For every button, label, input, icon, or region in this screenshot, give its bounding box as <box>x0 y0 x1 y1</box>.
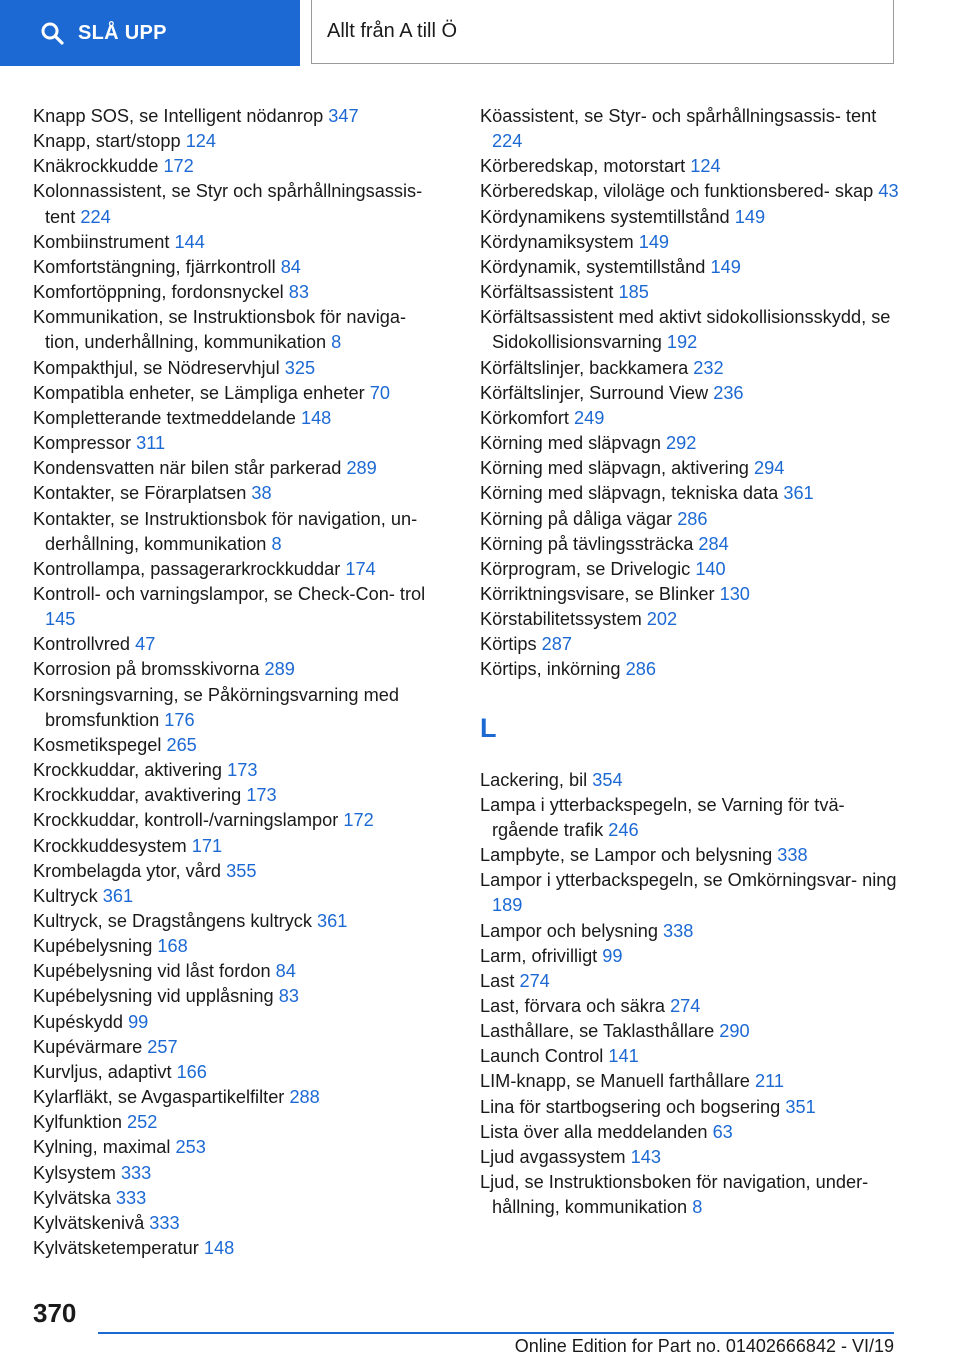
index-entry <box>33 1135 443 1160</box>
index-entry-text: Krockkuddar, aktivering <box>33 760 223 781</box>
index-entry <box>480 1095 900 1120</box>
index-entry <box>33 632 443 657</box>
index-entry <box>480 381 900 406</box>
page-reference-link[interactable]: 265 <box>166 734 197 755</box>
index-entry <box>33 984 443 1009</box>
index-entry-text: Krombelagda ytor, vård <box>33 860 222 881</box>
page-reference-link[interactable]: 145 <box>45 609 76 630</box>
index-entry <box>480 481 900 506</box>
index-entry <box>33 456 443 481</box>
index-entry-text: Launch Control <box>480 1046 604 1067</box>
index-entry <box>480 607 900 632</box>
page-reference-link[interactable]: 311 <box>136 433 166 454</box>
section-title-tab[interactable] <box>311 0 894 64</box>
index-entry-text: Kördynamiksystem <box>480 231 634 252</box>
index-entry-text: Larm, ofrivilligt <box>480 945 598 966</box>
page-reference-link[interactable]: 202 <box>646 609 678 630</box>
index-entry <box>33 481 443 506</box>
index-entry <box>480 919 900 944</box>
index-entry-text: Kommunikation, se Instruktionsbok för naviga‐ tion, underhållning, kommunikation <box>33 307 407 353</box>
index-entry-text: Lina för startbogsering och bogsering <box>480 1096 781 1117</box>
page-reference-link[interactable]: 325 <box>284 357 316 378</box>
page-reference-link[interactable]: 149 <box>734 206 766 227</box>
index-entry <box>33 657 443 682</box>
page-reference-link[interactable]: 354 <box>592 769 623 790</box>
index-entry <box>480 532 900 557</box>
page-reference-link[interactable]: 166 <box>176 1061 207 1082</box>
index-entry-text: Kördynamikens systemtillstånd <box>480 206 730 227</box>
page-reference-link[interactable]: 192 <box>666 332 698 353</box>
page-reference-link[interactable]: 148 <box>300 407 332 428</box>
index-entry-text: Kylvätsketemperatur <box>33 1238 199 1259</box>
page-reference-link[interactable]: 70 <box>369 382 390 403</box>
page-reference-link[interactable]: 274 <box>519 970 550 991</box>
index-entry <box>33 255 443 280</box>
index-entry-text: Krockkuddesystem <box>33 835 187 856</box>
page-reference-link[interactable]: 338 <box>663 920 694 941</box>
index-entry <box>33 1211 443 1236</box>
page-reference-link[interactable]: 189 <box>492 895 523 916</box>
index-entry <box>480 356 900 381</box>
index-entry-text: Kördynamik, systemtillstånd <box>480 256 706 277</box>
index-entry <box>33 934 443 959</box>
page-reference-link[interactable]: 130 <box>719 583 750 604</box>
index-entry-text: Kontrollampa, passagerarkrockkuddar <box>33 558 341 579</box>
page-reference-link[interactable]: 361 <box>102 885 134 906</box>
index-entry <box>33 154 443 179</box>
index-entry <box>480 994 900 1019</box>
index-entry <box>480 305 900 355</box>
page-reference-link[interactable]: 172 <box>163 156 194 177</box>
index-entry-text: Lampa i ytterbackspegeln, se Varning för tvä‐ rgående trafik <box>480 794 845 840</box>
index-entry <box>480 280 900 305</box>
index-entry <box>33 129 443 154</box>
page-reference-link[interactable]: 168 <box>157 936 188 957</box>
page-reference-link[interactable]: 172 <box>343 810 374 831</box>
index-entry-text: Krockkuddar, avaktivering <box>33 785 242 806</box>
index-entry <box>480 944 900 969</box>
index-entry-text: Kylarfläkt, se Avgaspartikelfilter <box>33 1087 285 1108</box>
index-entry-text: Körkomfort <box>480 407 569 428</box>
index-entry-text: Kultryck, se Dragstångens kultryck <box>33 911 312 931</box>
index-entry-text: Körprogram, se Drivelogic <box>480 558 691 579</box>
page-reference-link[interactable]: 333 <box>149 1212 180 1233</box>
index-entry <box>480 406 900 431</box>
index-entry-text: Kompatibla enheter, se Lämpliga enheter <box>33 382 365 403</box>
page-reference-link[interactable]: 286 <box>625 659 656 680</box>
page-reference-link[interactable]: 84 <box>280 256 301 277</box>
index-entry <box>480 230 900 255</box>
page-reference-link[interactable]: 99 <box>602 945 623 966</box>
index-entry-text: Kylvätskenivå <box>33 1212 145 1233</box>
index-entry <box>33 834 443 859</box>
page-reference-link[interactable]: 333 <box>120 1162 152 1183</box>
page-reference-link[interactable]: 286 <box>677 508 708 529</box>
page-reference-link[interactable]: 144 <box>174 231 205 252</box>
index-entry-text: Knapp SOS, se Intelligent nödanrop <box>33 106 324 126</box>
index-entry-text: Kylsystem <box>33 1162 116 1183</box>
index-entry <box>480 1069 900 1094</box>
index-entry <box>480 793 900 843</box>
index-entry <box>33 859 443 884</box>
page-reference-link[interactable]: 124 <box>690 156 721 177</box>
page-reference-link[interactable]: 141 <box>608 1046 639 1067</box>
page-reference-link[interactable]: 338 <box>777 845 808 866</box>
index-entry-text: Komfortöppning, fordonsnyckel <box>33 282 284 303</box>
index-entry-text: Körfältsassistent <box>480 282 614 303</box>
index-entry <box>33 959 443 984</box>
page-reference-link[interactable]: 99 <box>128 1011 149 1032</box>
index-entry-text: Kurvljus, adaptivt <box>33 1061 172 1082</box>
index-entry <box>33 381 443 406</box>
index-entry <box>33 431 443 456</box>
page-reference-link[interactable]: 288 <box>289 1087 320 1108</box>
page-reference-link[interactable]: 143 <box>630 1146 661 1167</box>
index-entry-text: Körstabilitetssystem <box>480 609 642 630</box>
index-entry <box>480 582 900 607</box>
index-entry <box>480 657 900 682</box>
index-entry-text: Kylning, maximal <box>33 1137 171 1158</box>
page-reference-link[interactable]: 149 <box>710 256 741 277</box>
page-reference-link[interactable]: 292 <box>666 433 697 454</box>
index-entry-text: Lasthållare, se Taklasthållare <box>480 1021 715 1042</box>
footer-divider <box>98 1332 894 1334</box>
index-entry-text: Kylvätska <box>33 1187 111 1208</box>
index-entry <box>480 768 900 793</box>
index-entry-text: Kupéskydd <box>33 1011 123 1032</box>
page-reference-link[interactable]: 43 <box>878 181 899 202</box>
page-reference-link[interactable]: 252 <box>127 1112 158 1133</box>
page-reference-link[interactable]: 171 <box>191 835 223 856</box>
index-entry-text: Ljud avgassystem <box>480 1146 626 1167</box>
index-entry <box>480 431 900 456</box>
page-reference-link[interactable]: 83 <box>288 282 310 303</box>
page-reference-link[interactable]: 63 <box>712 1121 733 1142</box>
page-reference-link[interactable]: 149 <box>638 231 670 252</box>
page-reference-link[interactable]: 176 <box>164 709 195 730</box>
index-entry <box>33 758 443 783</box>
page-reference-link[interactable]: 47 <box>135 634 156 655</box>
index-entry-text: Körfältsassistent med aktivt sidokollisionsskydd, se Sidokollisionsvarning <box>480 307 891 353</box>
index-entry <box>33 1085 443 1110</box>
index-entry-text: Körtips <box>480 634 537 655</box>
page-reference-link[interactable]: 289 <box>264 659 295 680</box>
index-entry <box>33 808 443 833</box>
index-entry <box>480 1019 900 1044</box>
page-reference-link[interactable]: 355 <box>226 860 257 881</box>
index-entry <box>480 632 900 657</box>
index-entry-text: Kolonnassistent, se Styr och spårhållningsassis‐ tent <box>33 181 423 227</box>
index-entry-text: Krockkuddar, kontroll-/varningslampor <box>33 810 339 831</box>
index-entry-text: Körfältslinjer, Surround View <box>480 382 709 403</box>
index-entry <box>480 1145 900 1170</box>
index-entry-text: Korrosion på bromsskivorna <box>33 659 260 680</box>
index-entry <box>480 843 900 868</box>
index-entry-text: Knäkrockkudde <box>33 156 159 177</box>
page-reference-link[interactable]: 224 <box>80 206 111 227</box>
search-label: SLÅ UPP <box>78 21 167 44</box>
page-reference-link[interactable]: 347 <box>328 106 359 126</box>
index-entry <box>33 230 443 255</box>
page-reference-link[interactable]: 236 <box>713 382 744 403</box>
page-reference-link[interactable]: 173 <box>227 760 258 781</box>
index-entry <box>33 1060 443 1085</box>
index-entry-text: Lackering, bil <box>480 769 588 790</box>
index-entry-text: Kosmetikspegel <box>33 734 162 755</box>
page-reference-link[interactable]: 249 <box>574 407 605 428</box>
index-entry-text: Lampor i ytterbackspegeln, se Omkörningsvar‐ ning <box>480 870 897 891</box>
page-reference-link[interactable]: 287 <box>541 634 573 655</box>
page-reference-link[interactable]: 253 <box>175 1137 206 1158</box>
index-entry <box>480 1120 900 1145</box>
index-entry <box>33 1035 443 1060</box>
index-entry-text: Kupébelysning vid låst fordon <box>33 961 271 982</box>
page-reference-link[interactable]: 224 <box>492 131 523 152</box>
index-entry-text: Kupébelysning vid upplåsning <box>33 986 274 1007</box>
search-button[interactable] <box>0 0 300 66</box>
index-entry <box>33 406 443 431</box>
index-entry-text: Kontakter, se Förarplatsen <box>33 483 247 504</box>
search-icon <box>40 21 64 45</box>
index-entry <box>480 154 900 179</box>
section-title: Allt från A till Ö <box>327 20 458 42</box>
page-reference-link[interactable]: 8 <box>692 1197 703 1218</box>
index-entry-text: Kylfunktion <box>33 1112 122 1133</box>
page-reference-link[interactable]: 361 <box>783 483 814 504</box>
page-reference-link[interactable]: 173 <box>246 785 277 806</box>
index-entry <box>33 557 443 582</box>
index-entry <box>480 1044 900 1069</box>
page-reference-link[interactable]: 84 <box>275 961 296 982</box>
index-entry <box>33 1236 443 1261</box>
index-entry-text: Körning med släpvagn, aktivering <box>480 458 749 479</box>
page-reference-link[interactable]: 289 <box>346 458 377 479</box>
page-reference-link[interactable]: 232 <box>693 357 724 378</box>
index-entry <box>33 783 443 808</box>
index-entry <box>33 683 443 733</box>
index-entry-text: Ljud, se Instruktionsboken för navigation, under‐ hållning, kommunikation <box>480 1172 869 1218</box>
index-entry-text: Kompressor <box>33 433 132 454</box>
top-navigation <box>0 0 960 66</box>
index-entry <box>33 1161 443 1186</box>
index-entry-text: Komfortstängning, fjärrkontroll <box>33 256 276 277</box>
index-entry-text: LIM-knapp, se Manuell farthållare <box>480 1071 750 1092</box>
index-entry-text: Kontrollvred <box>33 634 131 655</box>
index-entry <box>480 205 900 230</box>
edition-footer: Online Edition for Part no. 01402666842 - VI/19 <box>514 1336 894 1356</box>
index-entry-text: Körfältslinjer, backkamera <box>480 357 689 378</box>
index-entry-text: Lampor och belysning <box>480 920 658 941</box>
index-entry <box>480 507 900 532</box>
index-entry <box>480 179 900 204</box>
index-entry <box>480 969 900 994</box>
index-entry-text: Körberedskap, motorstart <box>480 156 686 177</box>
index-entry <box>33 733 443 758</box>
page-reference-link[interactable]: 8 <box>271 533 282 554</box>
index-entry <box>33 1110 443 1135</box>
page-reference-link[interactable]: 140 <box>695 558 726 579</box>
index-entry-text: Kupébelysning <box>33 936 153 957</box>
index-entry <box>33 884 443 909</box>
index-entry <box>480 104 900 154</box>
index-entry <box>480 557 900 582</box>
page-reference-link[interactable]: 124 <box>185 131 217 152</box>
page-reference-link[interactable]: 185 <box>618 282 649 303</box>
index-entry <box>33 179 443 229</box>
page-reference-link[interactable]: 148 <box>203 1238 235 1259</box>
index-entry-text: Knapp, start/stopp <box>33 131 181 152</box>
index-entry <box>480 456 900 481</box>
index-entry-text: Last, förvara och säkra <box>480 996 665 1016</box>
page-reference-link[interactable]: 257 <box>147 1036 178 1057</box>
page-reference-link[interactable]: 290 <box>719 1021 750 1042</box>
index-entry-text: Körning med släpvagn, tekniska data <box>480 483 779 504</box>
page-reference-link[interactable]: 174 <box>345 558 376 579</box>
index-entry-text: Körtips, inkörning <box>480 659 621 680</box>
page-number: 370 <box>33 1298 77 1328</box>
page-reference-link[interactable]: 361 <box>317 911 348 931</box>
index-entry-text: Köassistent, se Styr- och spårhållningsassis‐ tent <box>480 106 877 126</box>
index-entry-text: Last <box>480 970 515 991</box>
page-reference-link[interactable]: 83 <box>278 986 299 1007</box>
index-entry-text: Kompletterande textmeddelande <box>33 407 296 428</box>
index-entry <box>480 255 900 280</box>
index-entry <box>33 909 443 934</box>
index-entry-text: Kultryck <box>33 885 98 906</box>
page-reference-link[interactable]: 211 <box>754 1071 784 1092</box>
index-entry <box>33 305 443 355</box>
index-entry <box>33 280 443 305</box>
page-reference-link[interactable]: 274 <box>670 996 701 1016</box>
page-reference-link[interactable]: 294 <box>754 458 785 479</box>
index-column-left <box>33 104 443 1261</box>
page-reference-link[interactable]: 333 <box>115 1187 147 1208</box>
page-reference-link[interactable]: 246 <box>608 819 639 840</box>
index-entry-text: Kombiinstrument <box>33 231 170 252</box>
index-entry-text: Lampbyte, se Lampor och belysning <box>480 845 773 866</box>
index-entry-text: Kontakter, se Instruktionsbok för navigation, un‐ derhållning, kommunikation <box>33 508 418 554</box>
index-entry-text: Körning på tävlingssträcka <box>480 533 694 554</box>
page-reference-link[interactable]: 351 <box>785 1096 816 1117</box>
page-reference-link[interactable]: 284 <box>698 533 729 554</box>
index-entry <box>480 868 900 918</box>
index-entry-text: Kondensvatten när bilen står parkerad <box>33 458 342 479</box>
index-entry <box>33 356 443 381</box>
index-entry-text: Kupévärmare <box>33 1036 143 1057</box>
index-entry-text: Lista över alla meddelanden <box>480 1121 708 1142</box>
section-letter-heading: L <box>480 712 497 743</box>
index-entry <box>33 104 443 129</box>
index-entry <box>33 1010 443 1035</box>
index-entry-text: Körning på dåliga vägar <box>480 508 673 529</box>
page-reference-link[interactable]: 8 <box>331 332 342 353</box>
index-entry-text: Kompakthjul, se Nödreservhjul <box>33 357 280 378</box>
index-entry <box>33 582 443 632</box>
index-entry <box>33 1186 443 1211</box>
index-entry-text: Körberedskap, viloläge och funktionsbered‐ skap <box>480 181 874 202</box>
index-entry-text: Kontroll- och varningslampor, se Check-Con‐ trol <box>33 583 426 604</box>
index-entry <box>33 507 443 557</box>
index-entry-text: Korsningsvarning, se Påkörningsvarning med bromsfunktion <box>33 684 399 730</box>
page-reference-link[interactable]: 38 <box>251 483 272 504</box>
index-entry-text: Körriktningsvisare, se Blinker <box>480 583 715 604</box>
index-entry-text: Körning med släpvagn <box>480 433 661 454</box>
index-column-right <box>480 104 900 1220</box>
index-entry <box>480 1170 900 1220</box>
